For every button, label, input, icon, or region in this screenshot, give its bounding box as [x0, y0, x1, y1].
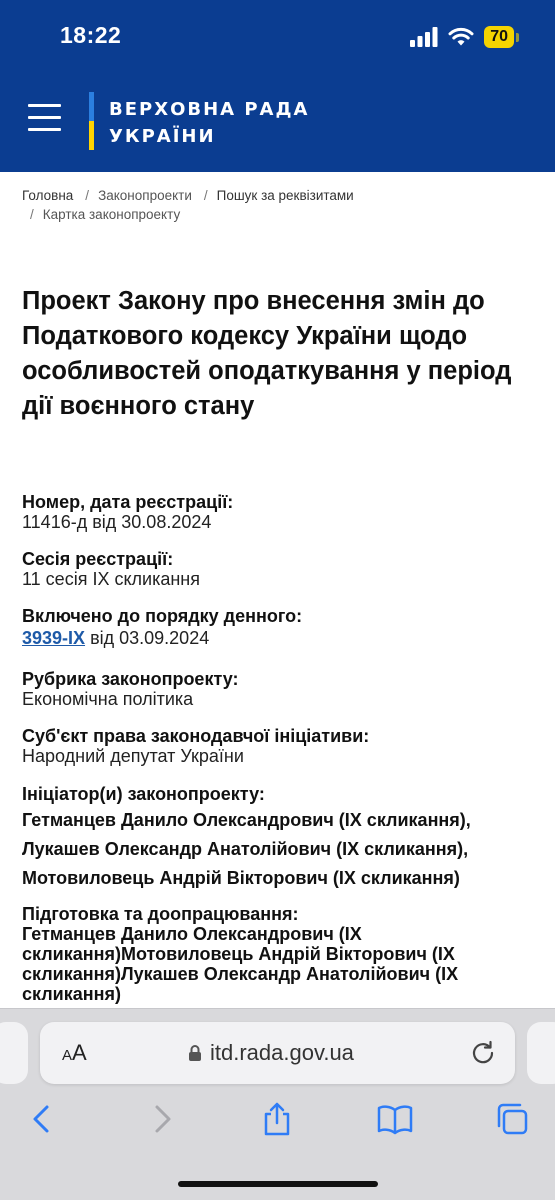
- home-indicator: [178, 1181, 378, 1187]
- breadcrumb-bills[interactable]: Законопроекти: [98, 188, 192, 203]
- prep-line: скликання)Мотовиловець Андрій Вікторович (IX: [22, 944, 455, 964]
- next-tab-preview[interactable]: [527, 1022, 555, 1084]
- logo-text: [109, 96, 309, 150]
- breadcrumb-separator: /: [30, 207, 34, 222]
- subject-label: Суб'єкт права законодавчої ініціативи:: [22, 726, 370, 746]
- browser-toolbar: [0, 1101, 555, 1151]
- rubric-field: [22, 669, 537, 710]
- share-icon[interactable]: [259, 1101, 295, 1137]
- bookmarks-icon[interactable]: [377, 1101, 413, 1137]
- initiator-item: Мотовиловець Андрій Вікторович (IX скликання): [22, 868, 460, 888]
- breadcrumb-home[interactable]: Головна: [22, 188, 74, 203]
- wifi-icon: [448, 27, 474, 47]
- url-display[interactable]: [188, 1040, 354, 1066]
- subject-value: Народний депутат України: [22, 746, 244, 766]
- session-field: [22, 549, 537, 590]
- address-bar[interactable]: [40, 1022, 515, 1084]
- logo-line1: ВЕРХОВНА РАДА: [109, 99, 310, 120]
- status-bar: [0, 0, 555, 70]
- url-text: itd.rada.gov.ua: [210, 1040, 354, 1065]
- reg-number-value: 11416-д від 30.08.2024: [22, 512, 212, 532]
- lock-icon: [188, 1044, 202, 1062]
- subject-field: [22, 726, 537, 767]
- agenda-label: Включено до порядку денного:: [22, 606, 303, 626]
- reg-number-field: [22, 492, 537, 533]
- agenda-law-link[interactable]: 3939-IX: [22, 628, 86, 648]
- menu-button[interactable]: [28, 100, 62, 134]
- prep-line: Гетманцев Данило Олександрович (IX: [22, 924, 362, 944]
- rubric-value: Економічна політика: [22, 689, 194, 709]
- previous-tab-preview[interactable]: [0, 1022, 28, 1084]
- site-header: [0, 0, 555, 172]
- prep-label: Підготовка та доопрацювання:: [22, 904, 299, 924]
- tabs-icon[interactable]: [494, 1101, 530, 1137]
- breadcrumb-separator: /: [203, 188, 208, 203]
- agenda-date: від 03.09.2024: [90, 628, 210, 648]
- forward-icon[interactable]: [144, 1101, 180, 1137]
- signal-icon: [410, 27, 438, 47]
- battery-indicator: [484, 26, 519, 48]
- back-icon[interactable]: [24, 1101, 60, 1137]
- status-time: 18:22: [60, 22, 122, 48]
- status-icons: [410, 24, 519, 50]
- menu-icon-line: [28, 104, 61, 107]
- initiators-label: Ініціатор(и) законопроекту:: [22, 784, 265, 804]
- prep-line: скликання): [22, 984, 121, 1004]
- prep-line: скликання)Лукашев Олександр Анатолійович (IX: [22, 964, 459, 984]
- rubric-label: Рубрика законопроекту:: [22, 669, 239, 689]
- reader-settings-button[interactable]: AA: [62, 1040, 87, 1065]
- reg-number-label: Номер, дата реєстрації:: [22, 492, 234, 512]
- battery-tip: [516, 33, 519, 42]
- initiator-item: Лукашев Олександр Анатолійович (IX скликання),: [22, 839, 469, 859]
- flag-bar: [89, 92, 94, 150]
- breadcrumb-card: Картка законопроекту: [42, 207, 181, 222]
- page-title: Проект Закону про внесення змін до Податкового кодексу України щодо особливостей оподаткування у період дії воєнного стану: [22, 287, 512, 420]
- logo-line2: УКРАЇНИ: [109, 126, 216, 147]
- browser-chrome: [0, 1008, 555, 1200]
- prep-field: [22, 904, 537, 1004]
- breadcrumb-separator: /: [85, 188, 90, 203]
- agenda-field: [22, 606, 537, 649]
- breadcrumb: [22, 186, 542, 224]
- session-value: 11 сесія IX скликання: [22, 569, 200, 589]
- menu-icon-line: [28, 128, 61, 131]
- initiators-field: [22, 784, 537, 893]
- breadcrumb-search[interactable]: Пошук за реквізитами: [216, 188, 354, 203]
- session-label: Сесія реєстрації:: [22, 549, 174, 569]
- reload-icon[interactable]: [469, 1038, 497, 1066]
- initiator-item: Гетманцев Данило Олександрович (IX скликання),: [22, 810, 471, 830]
- menu-icon-line: [28, 116, 61, 119]
- battery-level: 70: [484, 26, 514, 48]
